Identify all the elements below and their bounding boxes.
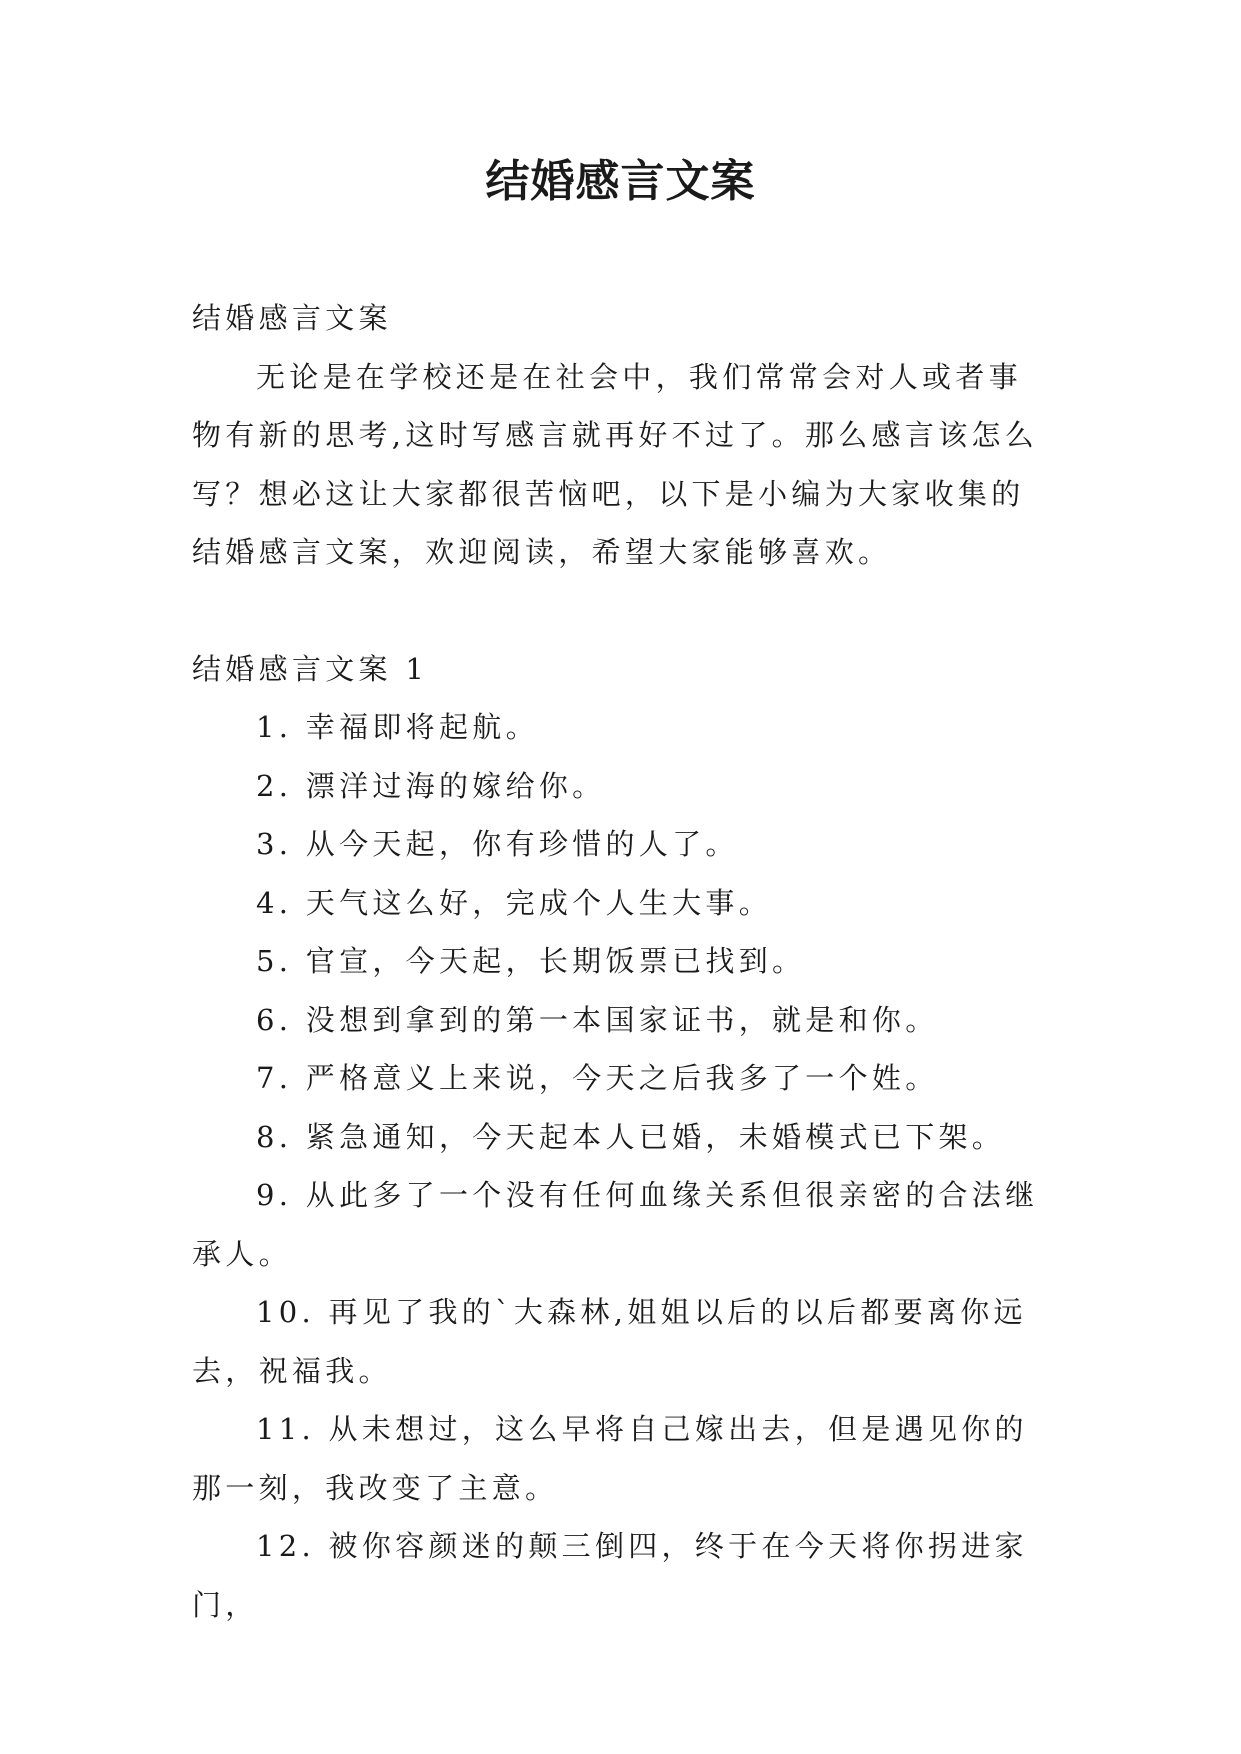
list-item: 3. 从今天起，你有珍惜的人了。 bbox=[256, 827, 739, 861]
list-item: 1. 幸福即将起航。 bbox=[256, 710, 539, 744]
section-heading: 结婚感言文案 1 bbox=[192, 651, 429, 686]
list-item: 12. 被你容颜迷的颠三倒四，终于在今天将你拐进家门， bbox=[192, 1529, 1028, 1622]
subtitle: 结婚感言文案 bbox=[192, 301, 392, 335]
list-item: 5. 官宣，今天起，长期饭票已找到。 bbox=[256, 944, 806, 978]
list-item: 4. 天气这么好，完成个人生大事。 bbox=[256, 885, 772, 920]
list-item: 6. 没想到拿到的第一本国家证书，就是和你。 bbox=[256, 1002, 939, 1037]
intro-paragraph: 无论是在学校还是在社会中，我们常常会对人或者事物有新的思考,这时写感言就再好不过了。那么感言该怎么写？想必这让大家都很苦恼吧，以下是小编为大家收集的结婚感言文案，欢迎阅读，希望大家能够喜欢。 bbox=[192, 359, 1039, 569]
list-item: 11. 从未想过，这么早将自己嫁出去，但是遇见你的那一刻，我改变了主意。 bbox=[192, 1412, 1028, 1505]
list-item: 7. 严格意义上来说，今天之后我多了一个姓。 bbox=[256, 1061, 939, 1095]
list-item: 8. 紧急通知，今天起本人已婚，未婚模式已下架。 bbox=[256, 1119, 1006, 1154]
list-item: 9. 从此多了一个没有任何血缘关系但很亲密的合法继承人。 bbox=[192, 1178, 1039, 1271]
document-title: 结婚感言文案 bbox=[485, 156, 756, 207]
list-item: 10. 再见了我的`大森林,姐姐以后的以后都要离你远去，祝福我。 bbox=[192, 1295, 1027, 1388]
list-item: 2. 漂洋过海的嫁给你。 bbox=[256, 768, 606, 803]
paragraph-gap bbox=[192, 582, 1054, 640]
document-body bbox=[192, 289, 1054, 1634]
